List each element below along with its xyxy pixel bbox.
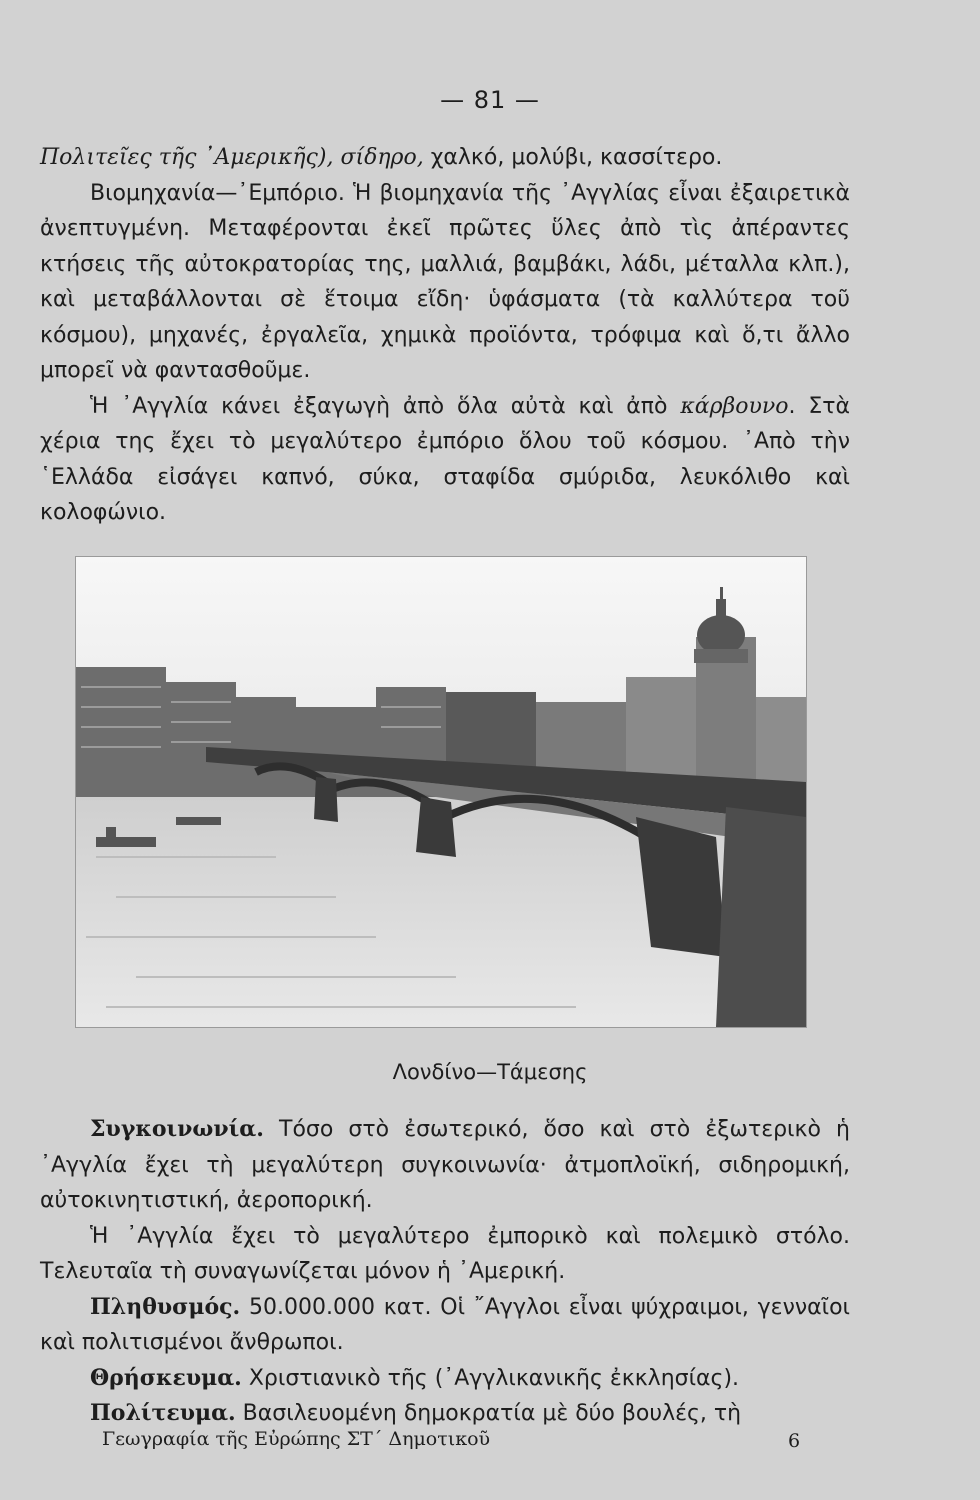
population-label: Πληθυσμός. bbox=[90, 1293, 241, 1320]
government-paragraph bbox=[40, 1396, 850, 1432]
communications-section bbox=[40, 1112, 850, 1432]
religion-label: Θρήσκευμα. bbox=[90, 1364, 242, 1391]
government-text: Βασιλευομένη δημοκρατία μὲ δύο βουλές, τὴ bbox=[235, 1401, 742, 1426]
photo-caption: Λονδίνο—Τάμεσης bbox=[392, 1060, 588, 1084]
population-paragraph bbox=[40, 1290, 850, 1361]
communication-text: Τόσο στὸ ἐσωτερικό, ὅσο καὶ στὸ ἐξωτερικὸ ἡ ᾿Αγγλία ἔχει τὴ μεγαλύτερη συγκοινωνία· ἀτμοπλοϊκή, σιδηρομική, αὐτοκινητιστική, ἀεροπορική. bbox=[40, 1117, 850, 1213]
religion-paragraph bbox=[40, 1361, 850, 1397]
communication-label: Συγκοινωνία. bbox=[90, 1116, 264, 1142]
metals-text: χαλκό, μολύβι, κασσίτερο. bbox=[423, 145, 723, 170]
signature-number: 6 bbox=[788, 1430, 801, 1452]
industry-section bbox=[40, 140, 850, 531]
communication-paragraph bbox=[40, 1112, 850, 1219]
population-text: 50.000.000 κατ. Οἱ ῎Αγγλοι εἶναι ψύχραιμοι, γενναῖοι καὶ πολιτισμένοι ἄνθρωποι. bbox=[40, 1294, 850, 1355]
states-line bbox=[40, 140, 850, 176]
states-label: Πολιτεῖες τῆς ᾿Αμερικῆς), bbox=[40, 145, 334, 170]
coal-word: κάρβουνο bbox=[680, 393, 789, 419]
page-number: — 81 — bbox=[440, 86, 540, 114]
religion-text: Χριστιανικὸ τῆς (᾿Αγγλικανικῆς ἐκκλησίας). bbox=[241, 1365, 740, 1391]
government-label: Πολίτευμα. bbox=[90, 1400, 236, 1426]
export-rest: . Στὰ χέρια της ἔχει τὸ μεγαλύτερο ἐμπόριο ὅλου τοῦ κόσμου. ᾿Απὸ τὴν ῾Ελλάδα εἰσάγει καπνό, σύκα, σταφίδα σμύριδα, λευκόλιθο καὶ κολοφώνιο. bbox=[40, 393, 850, 525]
fleet-paragraph: Ἡ ᾿Αγγλία ἔχει τὸ μεγαλύτερο ἐμπορικὸ καὶ πολεμικὸ στόλο. Τελευταῖα τὴ συναγωνίζεται μόνον ἡ ᾿Αμερική. bbox=[40, 1223, 850, 1284]
industry-paragraph: Βιομηχανία—᾿Εμπόριο. Ἡ βιομηχανία τῆς ᾿Αγγλίας εἶναι ἐξαιρετικὰ ἀνεπτυγμένη. Μεταφέρονται ἐκεῖ πρῶτες ὕλες ἀπὸ τὶς ἀπέραντες κτήσεις τῆς αὐτοκρατορίας της, μαλλιά, βαμβάκι, λάδι, μέταλλα κλπ.), καὶ μεταβάλλονται σὲ ἕτοιμα εἴδη· ὑφάσματα (τὰ καλλύτερα τοῦ κόσμου), μηχανές, ἐργαλεῖα, χημικὰ προϊόντα, τρόφιμα καὶ ὅ,τι ἄλλο μπορεῖ νὰ φαντασθοῦμε. bbox=[40, 180, 850, 383]
export-paragraph bbox=[40, 389, 850, 531]
bridge-photo-icon bbox=[76, 557, 806, 1027]
book-title-footer: Γεωγραφία τῆς Εὐρώπης ΣΤ΄ Δημοτικοῦ bbox=[102, 1428, 491, 1450]
iron-word: σίδηρο, bbox=[340, 145, 424, 170]
export-start: Ἡ ᾿Αγγλία κάνει ἐξαγωγὴ ἀπὸ ὅλα αὐτὰ καὶ ἀπὸ bbox=[90, 393, 681, 419]
london-thames-photo bbox=[75, 556, 807, 1028]
